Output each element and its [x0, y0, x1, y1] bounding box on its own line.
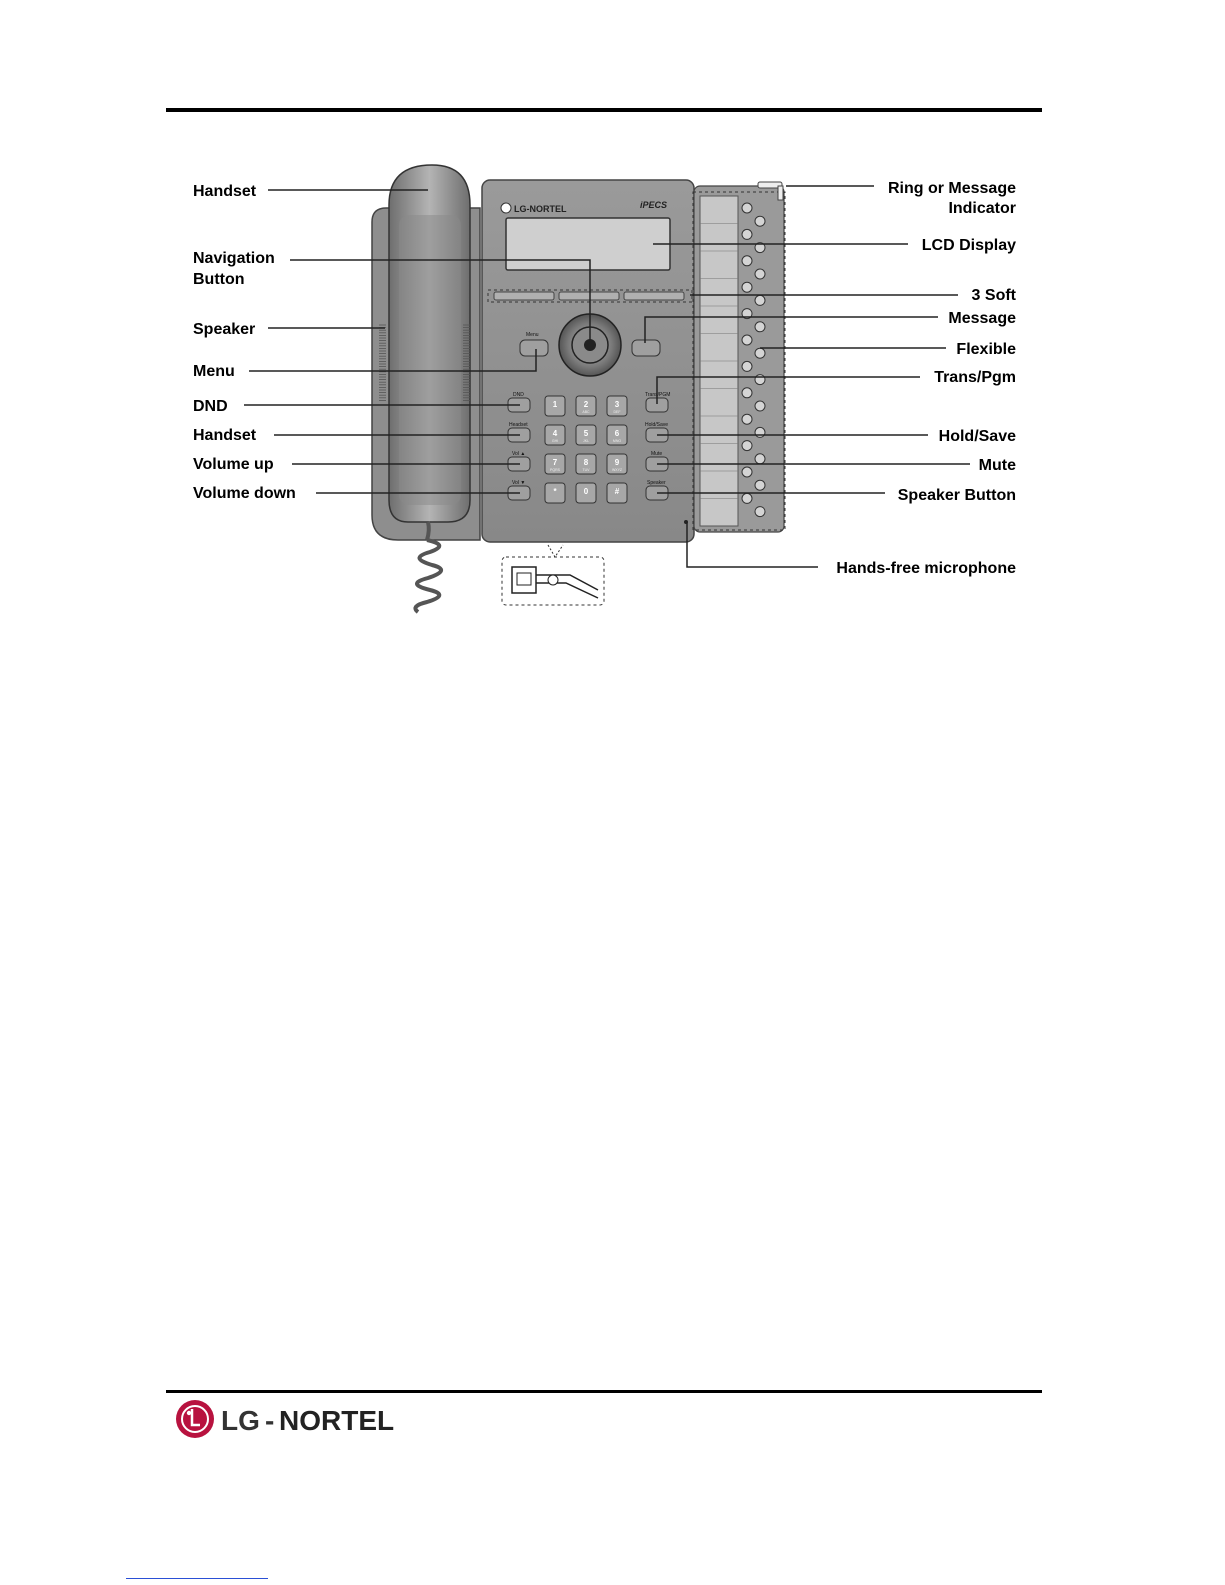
svg-text:Trans/PGM: Trans/PGM	[645, 392, 671, 398]
lcd-display	[506, 218, 670, 270]
label-microphone: Hands-free microphone	[836, 560, 1016, 577]
key-label: 0	[583, 487, 589, 496]
svg-text:Headset: Headset	[509, 422, 528, 428]
lg-nortel-logo	[175, 1398, 435, 1442]
key-label: 4	[552, 429, 558, 438]
label-dnd: DND	[193, 398, 228, 415]
flexible-button[interactable]	[742, 203, 752, 213]
label-hold: Hold/Save	[938, 428, 1016, 445]
message-button	[632, 340, 660, 356]
soft-keys[interactable]	[494, 292, 684, 300]
flexible-button[interactable]	[755, 375, 765, 385]
flexible-button[interactable]	[742, 256, 752, 266]
key-sub-label: PQRS	[550, 468, 560, 472]
label-volume-up: Volume up	[193, 456, 274, 473]
svg-text:Hold/Save: Hold/Save	[645, 422, 669, 428]
flexible-button[interactable]	[755, 507, 765, 517]
label-flexible: Flexible	[956, 341, 1016, 358]
flexible-button[interactable]	[755, 454, 765, 464]
key-label: 5	[583, 429, 589, 438]
key-label: *	[553, 487, 557, 496]
flexible-button[interactable]	[742, 282, 752, 292]
flexible-button[interactable]	[742, 335, 752, 345]
flexible-button[interactable]	[755, 480, 765, 490]
label-ring-2: Indicator	[948, 200, 1016, 217]
menu-button	[520, 340, 548, 356]
key-label: #	[614, 487, 620, 496]
flexible-button[interactable]	[755, 348, 765, 358]
logo-nortel: NORTEL	[279, 1405, 395, 1436]
flexible-button[interactable]	[755, 322, 765, 332]
phone-brand: LG-NORTEL	[514, 204, 567, 214]
svg-text:Vol ▼: Vol ▼	[512, 480, 526, 486]
key-sub-label: ABC	[582, 410, 590, 414]
key-sub-label: GHI	[551, 439, 559, 443]
label-volume-down: Volume down	[193, 485, 296, 502]
label-message: Message	[948, 310, 1016, 327]
flexible-button[interactable]	[742, 229, 752, 239]
svg-text:Vol ▲: Vol ▲	[512, 451, 526, 457]
left-labels	[193, 183, 296, 502]
svg-text:Speaker: Speaker	[647, 480, 666, 486]
label-trans: Trans/Pgm	[934, 369, 1016, 386]
logo-dash: -	[265, 1405, 275, 1436]
logo-lg: LG	[221, 1405, 260, 1436]
flexible-button[interactable]	[755, 216, 765, 226]
label-navigation-2: Button	[193, 271, 245, 288]
svg-text:Mute: Mute	[651, 451, 663, 457]
key-sub-label: TUV	[582, 468, 590, 472]
flexible-button[interactable]	[742, 441, 752, 451]
key-label: 6	[614, 429, 620, 438]
key-label: 9	[614, 458, 620, 467]
flexible-button[interactable]	[742, 493, 752, 503]
label-handset: Handset	[193, 183, 257, 200]
right-labels	[836, 180, 1016, 577]
flexible-button[interactable]	[742, 467, 752, 477]
key-label: 2	[583, 400, 589, 409]
phone-model: iPECS	[640, 200, 668, 210]
label-handset-button: Handset	[193, 427, 257, 444]
key-sub-label: MNO	[612, 439, 622, 443]
flexible-button[interactable]	[755, 295, 765, 305]
key-sub-label: JKL	[582, 439, 590, 443]
label-speaker: Speaker	[193, 321, 256, 338]
key-sub-label: WXYZ	[611, 468, 623, 472]
footer-rule	[166, 1390, 1042, 1393]
flexible-button[interactable]	[742, 414, 752, 424]
flexible-button[interactable]	[742, 361, 752, 371]
svg-text:DND: DND	[513, 392, 524, 398]
label-ring: Ring or Message	[887, 180, 1016, 197]
flexible-button[interactable]	[755, 401, 765, 411]
svg-text:Menu: Menu	[526, 332, 539, 338]
key-label: 7	[552, 458, 558, 467]
key-label: 1	[552, 400, 558, 409]
label-menu: Menu	[193, 363, 235, 380]
label-navigation: Navigation	[193, 250, 275, 267]
key-sub-label: DEF	[613, 410, 621, 414]
flexible-button[interactable]	[742, 388, 752, 398]
footnote-rule	[126, 1578, 268, 1579]
flexible-button[interactable]	[755, 269, 765, 279]
key-label: 3	[614, 400, 620, 409]
label-lcd: LCD Display	[921, 237, 1016, 254]
label-mute: Mute	[978, 457, 1016, 474]
label-soft: 3 Soft	[971, 287, 1016, 304]
key-label: 8	[583, 458, 589, 467]
label-speaker-button: Speaker Button	[897, 487, 1016, 504]
flexible-button[interactable]	[755, 427, 765, 437]
